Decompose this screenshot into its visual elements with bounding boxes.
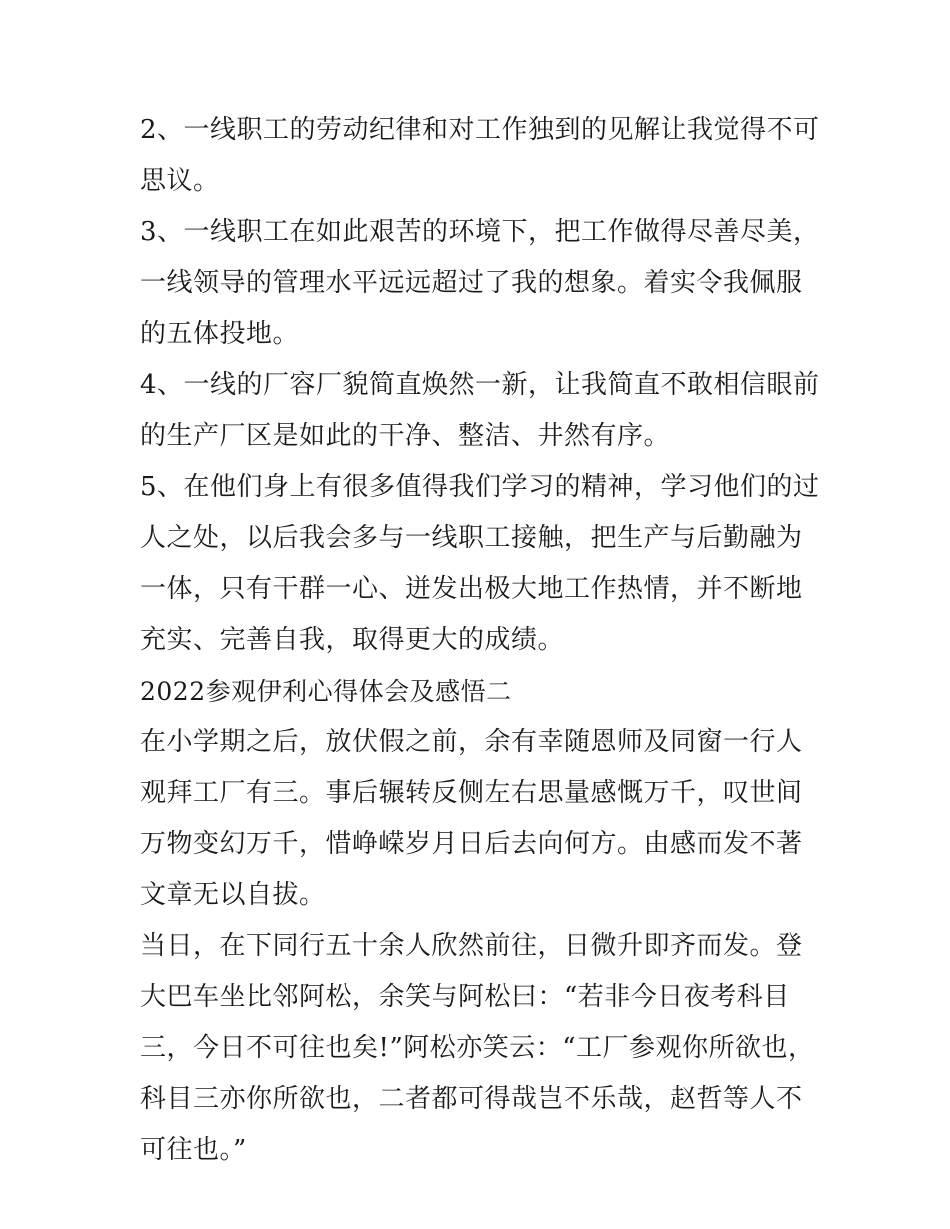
paragraph-item-4: 4、一线的厂容厂貌简直焕然一新，让我简直不敢相信眼前的生产厂区是如此的干净、整洁、井然有序。 <box>140 370 820 451</box>
paragraph-item-5: 5、在他们身上有很多值得我们学习的精神，学习他们的过人之处，以后我会多与一线职工接触，把生产与后勤融为一体，只有干群一心、迸发出极大地工作热情，并不断地充实、完善自我，取得更大的成绩。 <box>140 472 820 655</box>
section-paragraph-1: 在小学期之后，放伏假之前，余有幸随恩师及同窗一行人观拜工厂有三。事后辗转反侧左右思量感慨万千，叹世间万物变幻万千，惜峥嵘岁月日后去向何方。由感而发不著文章无以自拔。 <box>140 727 803 910</box>
document-body <box>140 105 820 1176</box>
paragraph-item-2: 2、一线职工的劳动纪律和对工作独到的见解让我觉得不可思议。 <box>140 115 820 196</box>
paragraph-item-3: 3、一线职工在如此艰苦的环境下，把工作做得尽善尽美，一线领导的管理水平远远超过了我的想象。着实令我佩服的五体投地。 <box>140 217 820 349</box>
section-paragraph-2: 当日，在下同行五十余人欣然前往，日微升即齐而发。登大巴车坐比邻阿松，余笑与阿松曰：“若非今日夜考科目三，今日不可往也矣!”阿松亦笑云：“工厂参观你所欲也，科目三亦你所欲也，二者都可得哉岂不乐哉，赵哲等人不可往也。” <box>140 931 815 1165</box>
section-heading: 2022参观伊利心得体会及感悟二 <box>140 677 512 706</box>
